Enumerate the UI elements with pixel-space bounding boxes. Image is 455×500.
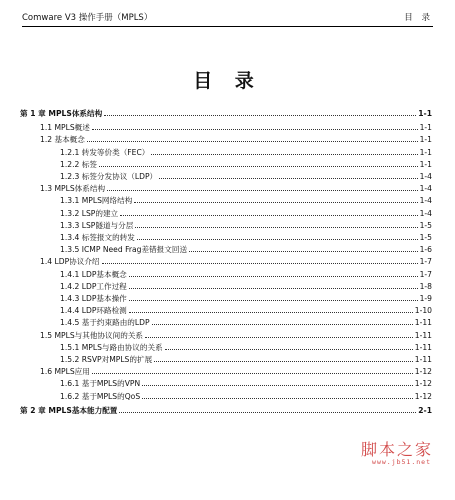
toc-entry-page-number: 1-4 bbox=[419, 208, 432, 218]
toc-entry-page-number: 1-1 bbox=[419, 159, 432, 169]
toc-entry-page-number: 1-5 bbox=[419, 220, 432, 230]
toc-leader-dots bbox=[142, 397, 413, 399]
toc-entry-label: 1.6.1 基于MPLS的VPN bbox=[60, 379, 141, 389]
toc-entry-page-number: 1-11 bbox=[414, 318, 432, 328]
toc-entry-page-number: 1-1 bbox=[419, 147, 432, 157]
toc-entry-page-number: 1-12 bbox=[414, 367, 432, 377]
toc-entry-label: 1.1 MPLS概述 bbox=[40, 123, 90, 133]
toc-leader-dots bbox=[129, 299, 418, 301]
toc-leader-dots bbox=[129, 287, 418, 289]
toc-entry-label: 1.4 LDP协议介绍 bbox=[40, 257, 100, 267]
toc-entry[interactable] bbox=[20, 108, 432, 120]
toc-leader-dots bbox=[165, 348, 413, 350]
toc-entry-label: 1.4.4 LDP环路检测 bbox=[60, 306, 127, 316]
toc-leader-dots bbox=[107, 189, 418, 191]
toc-entry[interactable] bbox=[60, 317, 432, 329]
toc-leader-dots bbox=[134, 201, 417, 203]
toc-entry-label: 1.4.5 基于约束路由的LDP bbox=[60, 318, 150, 328]
toc-entry[interactable] bbox=[60, 354, 432, 366]
toc-entry[interactable] bbox=[60, 305, 432, 317]
toc-entry-page-number: 1-7 bbox=[419, 257, 432, 267]
toc-leader-dots bbox=[154, 360, 413, 362]
toc-entry-page-number: 1-4 bbox=[419, 196, 432, 206]
toc-leader-dots bbox=[99, 165, 418, 167]
header-section-name: 目 录 bbox=[404, 13, 433, 23]
toc-entry[interactable] bbox=[40, 134, 432, 146]
toc-entry-label: 1.6.2 基于MPLS的QoS bbox=[60, 391, 141, 401]
toc-entry[interactable] bbox=[40, 330, 432, 342]
toc-entry[interactable] bbox=[40, 256, 432, 268]
toc-entry-page-number: 1-8 bbox=[419, 281, 432, 291]
toc-entry-label: 1.3.2 LSP的建立 bbox=[60, 208, 119, 218]
toc-leader-dots bbox=[87, 140, 418, 142]
toc-entry-label: 第 2 章 MPLS基本能力配置 bbox=[20, 405, 118, 415]
toc-entry-label: 1.5.1 MPLS与路由协议的关系 bbox=[60, 342, 163, 352]
toc-leader-dots bbox=[120, 214, 417, 216]
toc-entry[interactable] bbox=[20, 405, 432, 417]
toc-entry-page-number: 1-11 bbox=[414, 330, 432, 340]
toc-entry[interactable] bbox=[60, 244, 432, 256]
toc-leader-dots bbox=[135, 226, 417, 228]
toc-entry[interactable] bbox=[40, 122, 432, 134]
toc-leader-dots bbox=[152, 323, 413, 325]
toc-entry-label: 1.3.4 标签报文的转发 bbox=[60, 233, 135, 242]
toc-entry-page-number: 1-1 bbox=[419, 135, 432, 145]
toc-leader-dots bbox=[151, 153, 417, 155]
toc-entry-page-number: 1-1 bbox=[418, 109, 432, 118]
toc-entry[interactable] bbox=[60, 171, 432, 183]
toc-entry[interactable] bbox=[60, 391, 432, 403]
toc-entry-page-number: 1-9 bbox=[419, 294, 432, 303]
toc-entry-page-number: 1-11 bbox=[414, 342, 432, 352]
toc-entry-label: 1.5.2 RSVP对MPLS的扩展 bbox=[60, 355, 153, 364]
toc-entry[interactable] bbox=[60, 208, 432, 220]
toc-entry-label: 1.3 MPLS体系结构 bbox=[40, 184, 106, 194]
toc-entry-label: 1.3.3 LSP隧道与分层 bbox=[60, 220, 134, 230]
page-header bbox=[22, 10, 433, 27]
toc-leader-dots bbox=[92, 372, 413, 374]
watermark-url: www.jb51.net bbox=[372, 458, 431, 466]
toc-leader-dots bbox=[104, 114, 416, 116]
toc-entry-page-number: 2-1 bbox=[418, 405, 432, 415]
toc-entry-label: 1.4.3 LDP基本操作 bbox=[60, 294, 127, 303]
toc-entry-label: 1.2 基本概念 bbox=[40, 135, 85, 145]
toc-entry-label: 1.5 MPLS与其他协议间的关系 bbox=[40, 330, 144, 340]
toc-entry[interactable] bbox=[60, 342, 432, 354]
toc-entry[interactable] bbox=[60, 195, 432, 207]
header-doc-name: Comware V3 操作手册（MPLS） bbox=[22, 13, 153, 23]
toc-entry-page-number: 1-11 bbox=[414, 355, 432, 364]
page-title: 目 录 bbox=[193, 70, 262, 92]
toc-leader-dots bbox=[142, 384, 413, 386]
toc-entry-page-number: 1-5 bbox=[419, 233, 432, 242]
toc-leader-dots bbox=[129, 311, 413, 313]
toc-entry-page-number: 1-6 bbox=[419, 245, 432, 255]
toc-entry-page-number: 1-12 bbox=[414, 391, 432, 401]
toc-entry-label: 1.4.1 LDP基本概念 bbox=[60, 269, 127, 279]
toc-leader-dots bbox=[189, 250, 418, 252]
toc-entry-label: 1.4.2 LDP工作过程 bbox=[60, 281, 127, 291]
toc-entry-page-number: 1-12 bbox=[414, 379, 432, 389]
toc-entry-label: 1.3.5 ICMP Need Frag差错报文回送 bbox=[60, 245, 188, 255]
toc-leader-dots bbox=[119, 411, 416, 413]
toc-entry[interactable] bbox=[60, 220, 432, 232]
toc-leader-dots bbox=[129, 275, 418, 277]
toc-entry[interactable] bbox=[60, 269, 432, 281]
toc-entry-label: 1.2.2 标签 bbox=[60, 159, 97, 169]
toc-leader-dots bbox=[145, 336, 413, 338]
toc-entry[interactable] bbox=[60, 159, 432, 171]
toc-entry-label: 第 1 章 MPLS体系结构 bbox=[20, 109, 103, 118]
watermark-logo-text: 脚本之家 bbox=[360, 440, 433, 459]
toc-leader-dots bbox=[137, 238, 418, 240]
toc-entry[interactable] bbox=[60, 281, 432, 293]
toc-entry-label: 1.6 MPLS应用 bbox=[40, 367, 90, 377]
toc-entry-label: 1.3.1 MPLS网络结构 bbox=[60, 196, 133, 206]
toc-entry-label: 1.2.1 转发等价类（FEC） bbox=[60, 147, 150, 157]
toc-entry-page-number: 1-7 bbox=[419, 269, 432, 279]
toc-entry[interactable] bbox=[60, 293, 432, 305]
toc-entry-page-number: 1-1 bbox=[419, 123, 432, 133]
toc-entry[interactable] bbox=[60, 147, 432, 159]
toc-leader-dots bbox=[159, 177, 417, 179]
toc-entry[interactable] bbox=[40, 183, 432, 195]
toc-entry[interactable] bbox=[40, 366, 432, 378]
toc-entry-page-number: 1-4 bbox=[419, 184, 432, 194]
toc-entry-page-number: 1-4 bbox=[419, 172, 432, 181]
toc-entry-label: 1.2.3 标签分发协议（LDP） bbox=[60, 172, 158, 181]
toc-leader-dots bbox=[92, 128, 418, 130]
toc-entry-page-number: 1-10 bbox=[414, 306, 432, 316]
toc-leader-dots bbox=[102, 262, 418, 264]
toc-entry[interactable] bbox=[60, 378, 432, 390]
toc-entry[interactable] bbox=[60, 232, 432, 244]
